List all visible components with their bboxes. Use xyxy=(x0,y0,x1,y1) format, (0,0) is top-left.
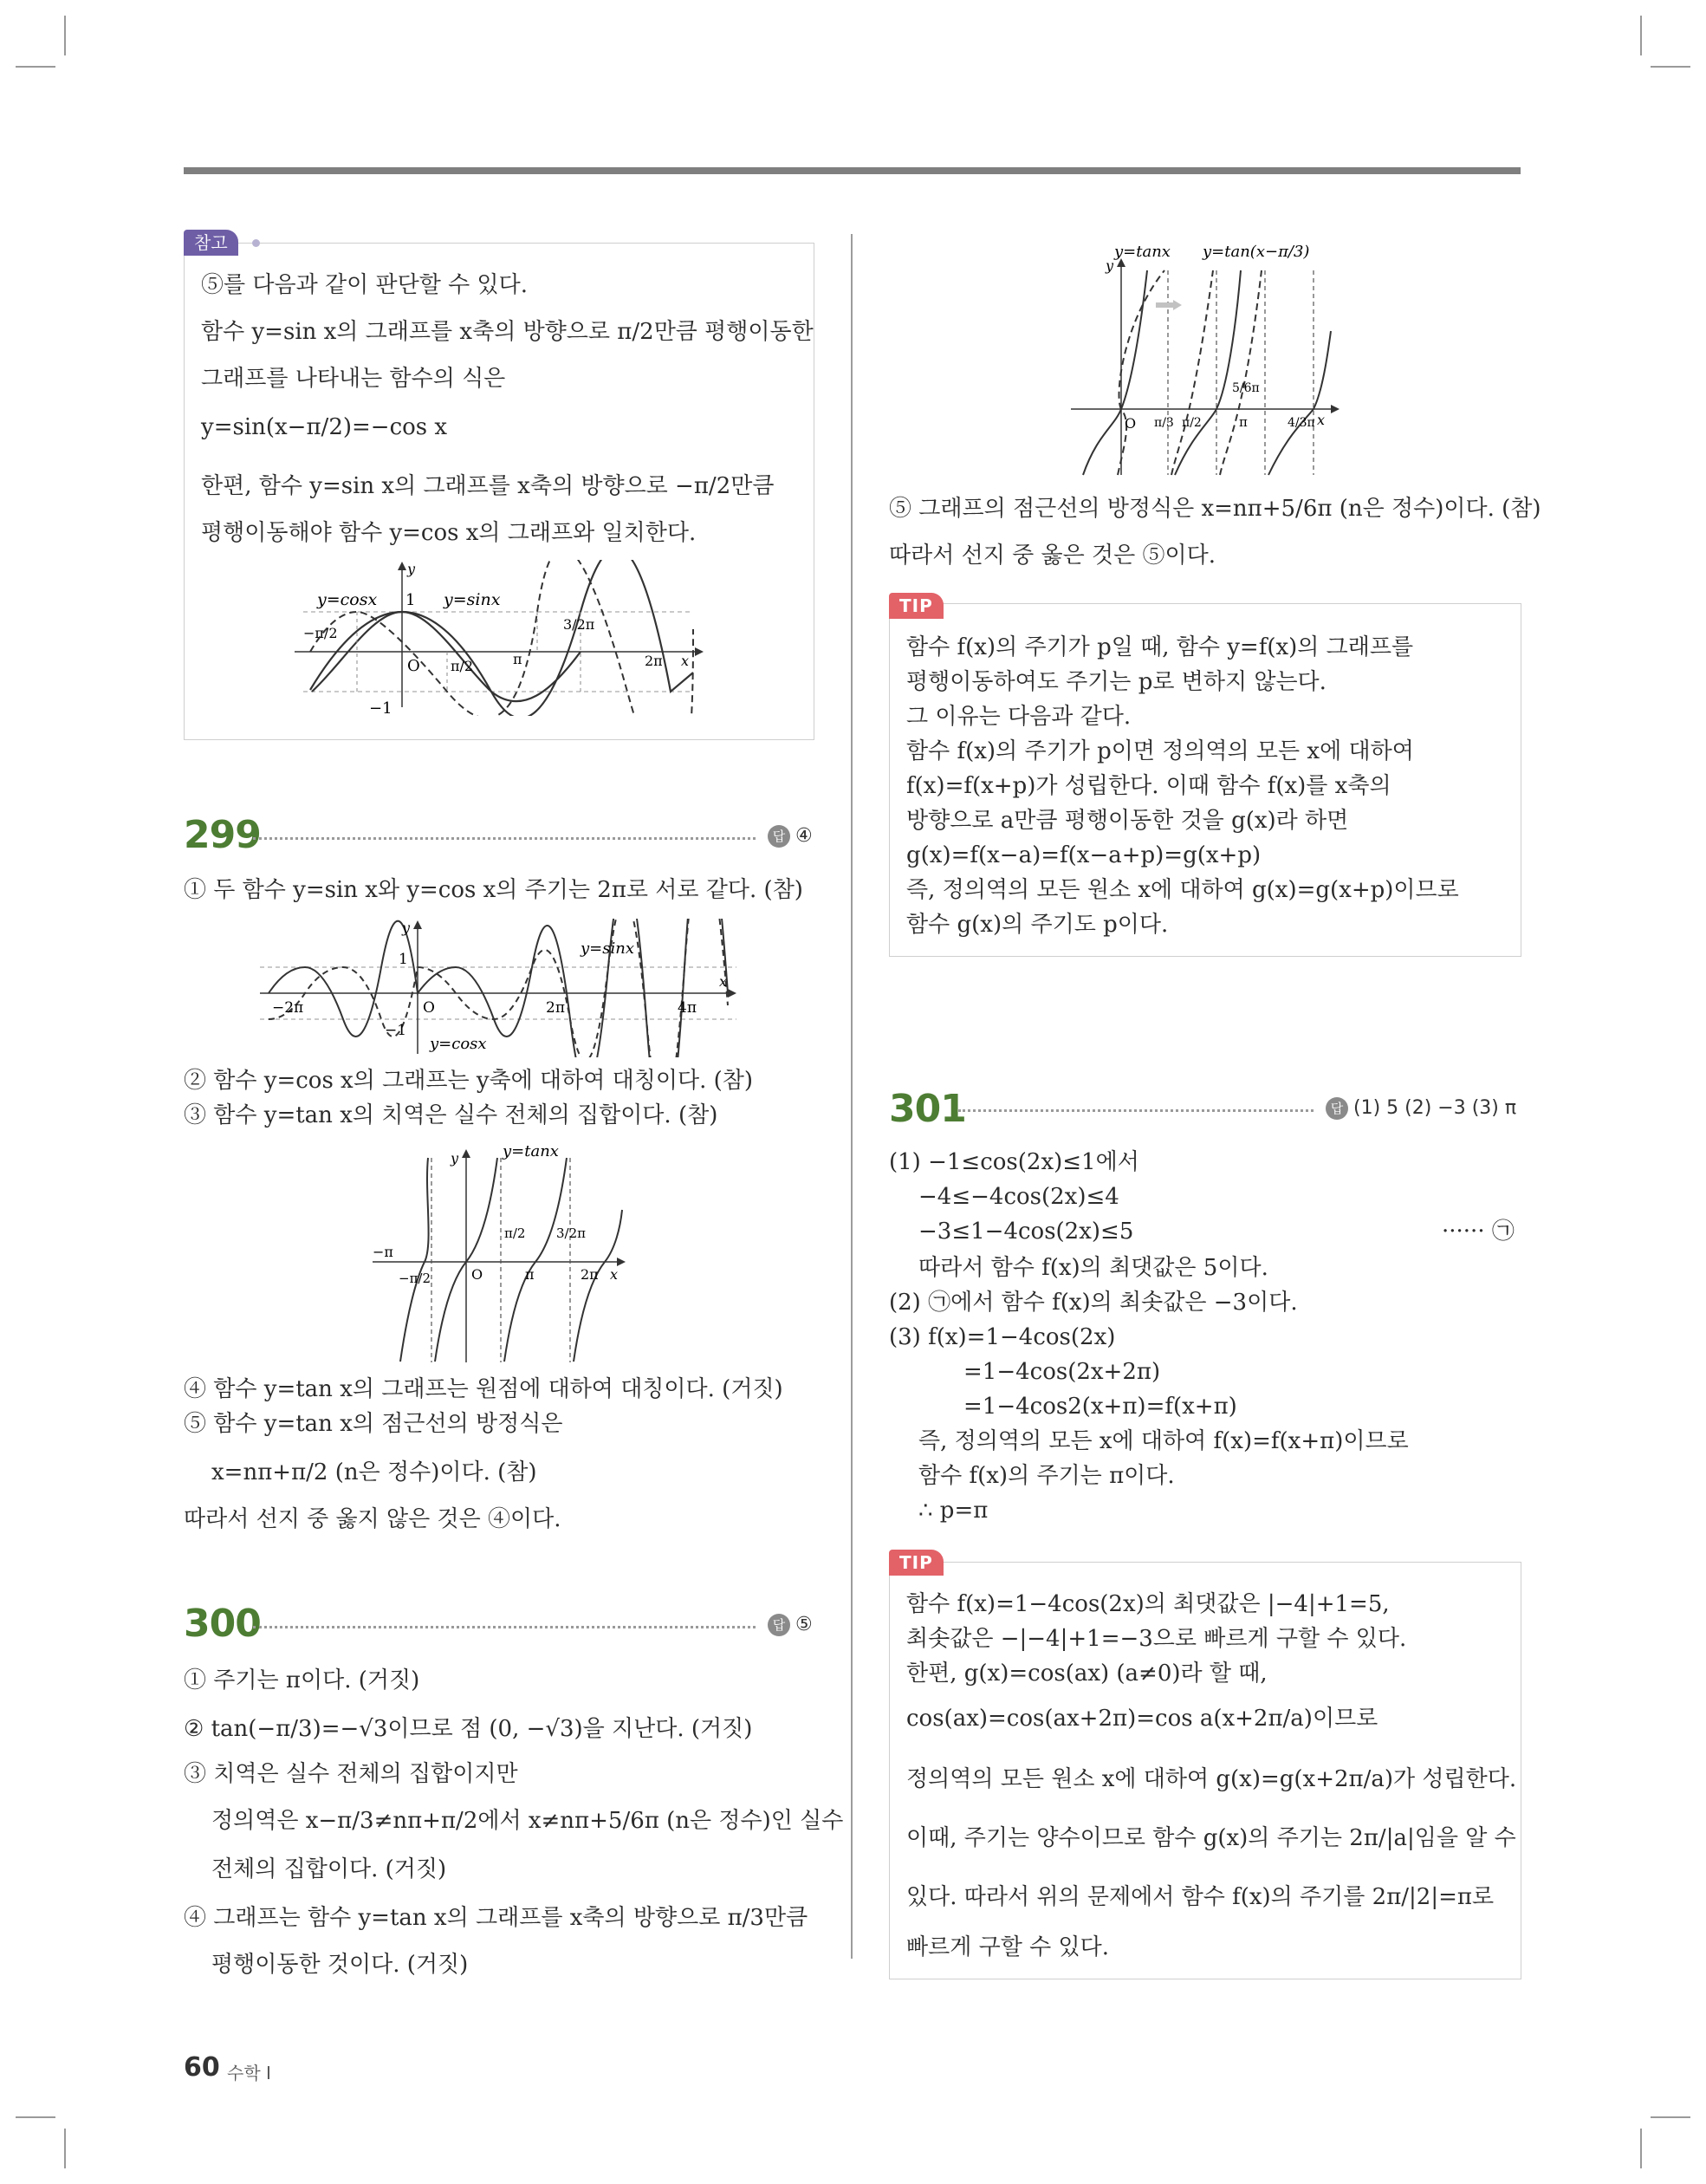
tan-solid-branch xyxy=(1083,270,1147,475)
svg-text:5/6π: 5/6π xyxy=(1232,381,1260,395)
cos-curve xyxy=(312,612,581,701)
tip-line: f(x)=f(x+p)가 성립한다. 이때 함수 f(x)를 x축의 xyxy=(906,773,1391,799)
tip-line: 평행이동하여도 주기는 p로 변하지 않는다. xyxy=(906,669,1327,695)
svg-text:π/3: π/3 xyxy=(1154,416,1174,430)
note-line: ⑤를 다음과 같이 판단할 수 있다. xyxy=(201,272,528,298)
svg-text:4π: 4π xyxy=(678,999,697,1017)
solution-line: (3) f(x)=1−4cos(2x) xyxy=(889,1324,1116,1350)
solution-line: −3≤1−4cos(2x)≤5 xyxy=(918,1219,1134,1245)
solution-line: −4≤−4cos(2x)≤4 xyxy=(918,1184,1119,1210)
shifted-tan-graph xyxy=(1071,236,1357,478)
tan-dashed-branch xyxy=(1220,270,1262,475)
note-line: 한편, 함수 y=sin x의 그래프를 x축의 방향으로 −π/2만큼 xyxy=(201,473,775,499)
tan-graph xyxy=(373,1141,632,1366)
crop-mark xyxy=(64,16,66,55)
solution-line: 따라서 선지 중 옳지 않은 것은 ④이다. xyxy=(184,1506,561,1532)
solution-line: ② 함수 y=cos x의 그래프는 y축에 대하여 대칭이다. (참) xyxy=(184,1068,754,1094)
cos-dashed xyxy=(269,919,728,1057)
svg-text:y: y xyxy=(407,561,416,577)
svg-text:2π: 2π xyxy=(645,653,663,669)
tan-solid-branch xyxy=(1268,331,1331,475)
solution-line: ① 주기는 π이다. (거짓) xyxy=(184,1667,420,1693)
svg-text:O: O xyxy=(471,1266,483,1283)
crop-mark xyxy=(16,2116,55,2118)
svg-text:y=cosx: y=cosx xyxy=(430,1035,487,1053)
column-divider xyxy=(851,234,853,1959)
svg-text:−π/2: −π/2 xyxy=(399,1271,431,1286)
tip-line: g(x)=f(x−a)=f(x−a+p)=g(x+p) xyxy=(906,842,1262,868)
tip-line: 최솟값은 −|−4|+1=−3으로 빠르게 구할 수 있다. xyxy=(906,1626,1407,1652)
note-graph xyxy=(295,560,710,716)
problem-number: 301 xyxy=(889,1087,966,1131)
tip-line: 이때, 주기는 양수이므로 함수 g(x)의 주기는 2π/|a|임을 알 수 xyxy=(906,1825,1516,1851)
tip-line: 함수 f(x)=1−4cos(2x)의 최댓값은 |−4|+1=5, xyxy=(906,1591,1390,1617)
tip-line: 있다. 따라서 위의 문제에서 함수 f(x)의 주기를 2π/|2|=π로 xyxy=(906,1884,1495,1910)
note-tag: 참고 xyxy=(184,230,238,256)
marker: ······ ㉠ xyxy=(1442,1219,1515,1245)
tan-solid-branch xyxy=(1175,270,1241,475)
problem-number: 299 xyxy=(184,813,261,857)
note-line: y=sin(x−π/2)=−cos x xyxy=(201,414,448,440)
solution-line: ⑤ 그래프의 점근선의 방정식은 x=nπ+5/6π (n은 정수)이다. (참) xyxy=(889,496,1541,522)
svg-text:y: y xyxy=(1106,257,1114,274)
solution-line: x=nπ+π/2 (n은 정수)이다. (참) xyxy=(211,1459,537,1485)
svg-text:−2π: −2π xyxy=(272,999,304,1017)
answer-badge: 답 ⑤ xyxy=(768,1614,813,1636)
svg-text:y=tanx: y=tanx xyxy=(1114,243,1171,261)
svg-text:1: 1 xyxy=(405,591,416,609)
crop-mark xyxy=(1640,2129,1642,2168)
solution-line: 전체의 집합이다. (거짓) xyxy=(211,1856,447,1882)
svg-text:O: O xyxy=(423,999,435,1017)
note-line: 평행이동해야 함수 y=cos x의 그래프와 일치한다. xyxy=(201,520,697,546)
svg-text:x: x xyxy=(610,1266,619,1283)
tip-line: 빠르게 구할 수 있다. xyxy=(906,1934,1109,1960)
tip-line: 한편, g(x)=cos(ax) (a≠0)라 할 때, xyxy=(906,1661,1268,1687)
tan-dashed-branch xyxy=(1118,270,1164,475)
solution-line: ② tan(−π/3)=−√3이므로 점 (0, −√3)을 지난다. (거짓) xyxy=(184,1716,753,1742)
answer-badge: 답 (1) 5 (2) −3 (3) π xyxy=(1326,1097,1516,1120)
crop-mark xyxy=(1640,16,1642,55)
solution-line: 따라서 선지 중 옳은 것은 ⑤이다. xyxy=(889,543,1216,569)
solution-line: ④ 함수 y=tan x의 그래프는 원점에 대하여 대칭이다. (거짓) xyxy=(184,1376,783,1402)
tip-line: 함수 g(x)의 주기도 p이다. xyxy=(906,912,1169,938)
solution-line: ∴ p=π xyxy=(918,1498,989,1524)
tip-line: 그 이유는 다음과 같다. xyxy=(906,704,1132,730)
label-sin: y=sinx xyxy=(444,590,501,609)
solution-line: 즉, 정의역의 모든 x에 대하여 f(x)=f(x+π)이므로 xyxy=(918,1428,1409,1454)
svg-text:−π: −π xyxy=(373,1244,393,1260)
svg-text:y=tan(x−π/3): y=tan(x−π/3) xyxy=(1203,243,1310,261)
svg-text:3/2π: 3/2π xyxy=(556,1225,586,1241)
tan-branch xyxy=(400,1158,429,1362)
svg-text:y: y xyxy=(402,920,411,936)
tip-line: 즉, 정의역의 모든 원소 x에 대하여 g(x)=g(x+p)이므로 xyxy=(906,877,1459,903)
solution-line: 따라서 함수 f(x)의 최댓값은 5이다. xyxy=(918,1255,1268,1281)
sin-cos-graph xyxy=(260,919,745,1057)
leader-dots xyxy=(253,837,756,840)
solution-line: ① 두 함수 y=sin x와 y=cos x의 주기는 2π로 서로 같다. (참) xyxy=(184,877,803,903)
leader-dots xyxy=(958,1109,1314,1112)
tan-dashed-branch xyxy=(1171,270,1213,475)
tip-line: 함수 f(x)의 주기가 p일 때, 함수 y=f(x)의 그래프를 xyxy=(906,634,1414,660)
solution-line: 정의역은 x−π/3≠nπ+π/2에서 x≠nπ+5/6π (n은 정수)인 실수 xyxy=(211,1808,844,1834)
solution-line: (1) −1≤cos(2x)≤1에서 xyxy=(889,1149,1139,1175)
page-number: 60 xyxy=(184,2052,220,2083)
note-line: 그래프를 나타내는 함수의 식은 xyxy=(201,366,506,392)
svg-text:−π/2: −π/2 xyxy=(303,625,338,641)
solution-line: ③ 치역은 실수 전체의 집합이지만 xyxy=(184,1761,518,1787)
sin-dashed xyxy=(310,560,693,716)
svg-text:1: 1 xyxy=(399,951,408,968)
svg-text:4/3π: 4/3π xyxy=(1288,416,1315,430)
svg-text:−1: −1 xyxy=(369,699,392,716)
svg-text:x: x xyxy=(681,653,690,669)
tip-line: 방향으로 a만큼 평행이동한 것을 g(x)라 하면 xyxy=(906,808,1349,834)
tan-branch xyxy=(504,1158,567,1362)
crop-mark xyxy=(1651,66,1690,68)
svg-text:−1: −1 xyxy=(385,1022,407,1039)
crop-mark xyxy=(16,66,55,68)
svg-text:2π: 2π xyxy=(546,999,565,1017)
tip-line: 함수 f(x)의 주기가 p이면 정의역의 모든 x에 대하여 xyxy=(906,738,1414,764)
solution-line: ③ 함수 y=tan x의 치역은 실수 전체의 집합이다. (참) xyxy=(184,1102,718,1128)
crop-mark xyxy=(1651,2116,1690,2118)
cos-solid xyxy=(310,560,693,716)
tip-tag: TIP xyxy=(889,593,944,619)
solution-line: =1−4cos2(x+π)=f(x+π) xyxy=(963,1394,1237,1420)
note-dot xyxy=(252,239,260,247)
tip-tag: TIP xyxy=(889,1550,944,1576)
svg-text:y=sinx: y=sinx xyxy=(581,939,634,958)
svg-text:y=tanx: y=tanx xyxy=(503,1142,559,1160)
svg-text:x: x xyxy=(1317,412,1326,428)
solution-line: 함수 f(x)의 주기는 π이다. xyxy=(918,1463,1175,1489)
svg-text:3/2π: 3/2π xyxy=(563,616,595,633)
solution-line: 평행이동한 것이다. (거짓) xyxy=(211,1952,469,1978)
solution-line: ④ 그래프는 함수 y=tan x의 그래프를 x축의 방향으로 π/3만큼 xyxy=(184,1905,808,1931)
solution-line: ⑤ 함수 y=tan x의 점근선의 방정식은 xyxy=(184,1411,563,1437)
sine-solid xyxy=(269,919,728,1057)
svg-text:π/2: π/2 xyxy=(1182,416,1202,430)
note-line: 함수 y=sin x의 그래프를 x축의 방향으로 π/2만큼 평행이동한 xyxy=(201,319,814,345)
solution-line: =1−4cos(2x+2π) xyxy=(963,1359,1161,1385)
label-cos: y=cosx xyxy=(317,590,378,609)
svg-text:π: π xyxy=(513,651,522,667)
svg-text:π/2: π/2 xyxy=(504,1225,526,1241)
svg-text:2π: 2π xyxy=(581,1266,599,1283)
crop-mark xyxy=(64,2129,66,2168)
page-label: 수학 I xyxy=(227,2063,271,2083)
svg-text:O: O xyxy=(407,657,420,675)
tip-line: 정의역의 모든 원소 x에 대하여 g(x)=g(x+2π/a)가 성립한다. xyxy=(906,1766,1517,1792)
answer-badge: 답 ④ xyxy=(768,825,813,848)
svg-text:O: O xyxy=(1125,415,1137,432)
solution-line: (2) ㉠에서 함수 f(x)의 최솟값은 −3이다. xyxy=(889,1290,1298,1316)
svg-text:π: π xyxy=(1239,414,1248,430)
problem-number: 300 xyxy=(184,1602,261,1646)
svg-text:π/2: π/2 xyxy=(451,658,474,674)
leader-dots xyxy=(253,1626,756,1628)
tip-line: cos(ax)=cos(ax+2π)=cos a(x+2π/a)이므로 xyxy=(906,1706,1378,1732)
svg-text:y: y xyxy=(451,1150,459,1167)
svg-text:π: π xyxy=(525,1266,535,1283)
svg-text:x: x xyxy=(719,973,728,990)
header-rule xyxy=(184,167,1521,174)
